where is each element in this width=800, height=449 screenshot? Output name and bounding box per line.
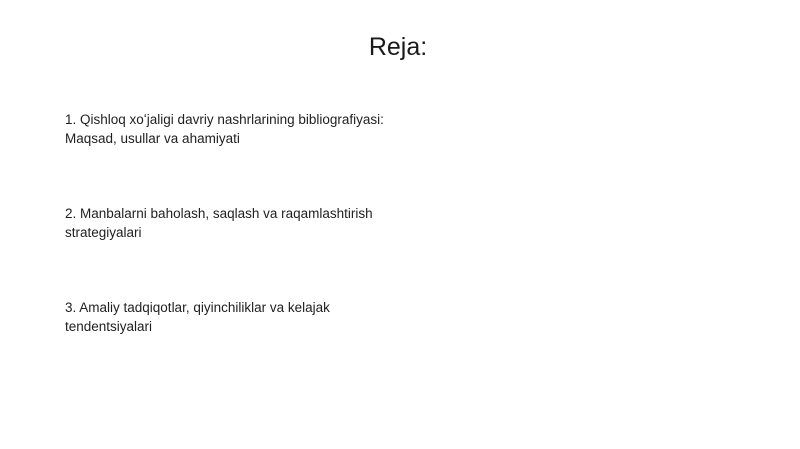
plan-item-1 — [65, 110, 410, 148]
plan-item-1-line-2: Maqsad, usullar va ahamiyati — [65, 131, 240, 146]
plan-item-2-line-1: 2. Manbalarni baholash, saqlash va raqamlashtirish — [65, 206, 373, 221]
plan-item-3-line-2: tendentsiyalari — [65, 319, 153, 334]
plan-item-3-line-1: 3. Amaliy tadqiqotlar, qiyinchiliklar va kelajak — [65, 300, 330, 315]
plan-item-1-line-1: 1. Qishloq xoʻjaligi davriy nashrlarining bibliografiyasi: — [65, 112, 384, 127]
plan-item-3 — [65, 298, 410, 336]
plan-item-2 — [65, 204, 410, 242]
plan-item-2-line-2: strategiyalari — [65, 225, 142, 240]
slide-title: Reja: — [368, 33, 428, 61]
